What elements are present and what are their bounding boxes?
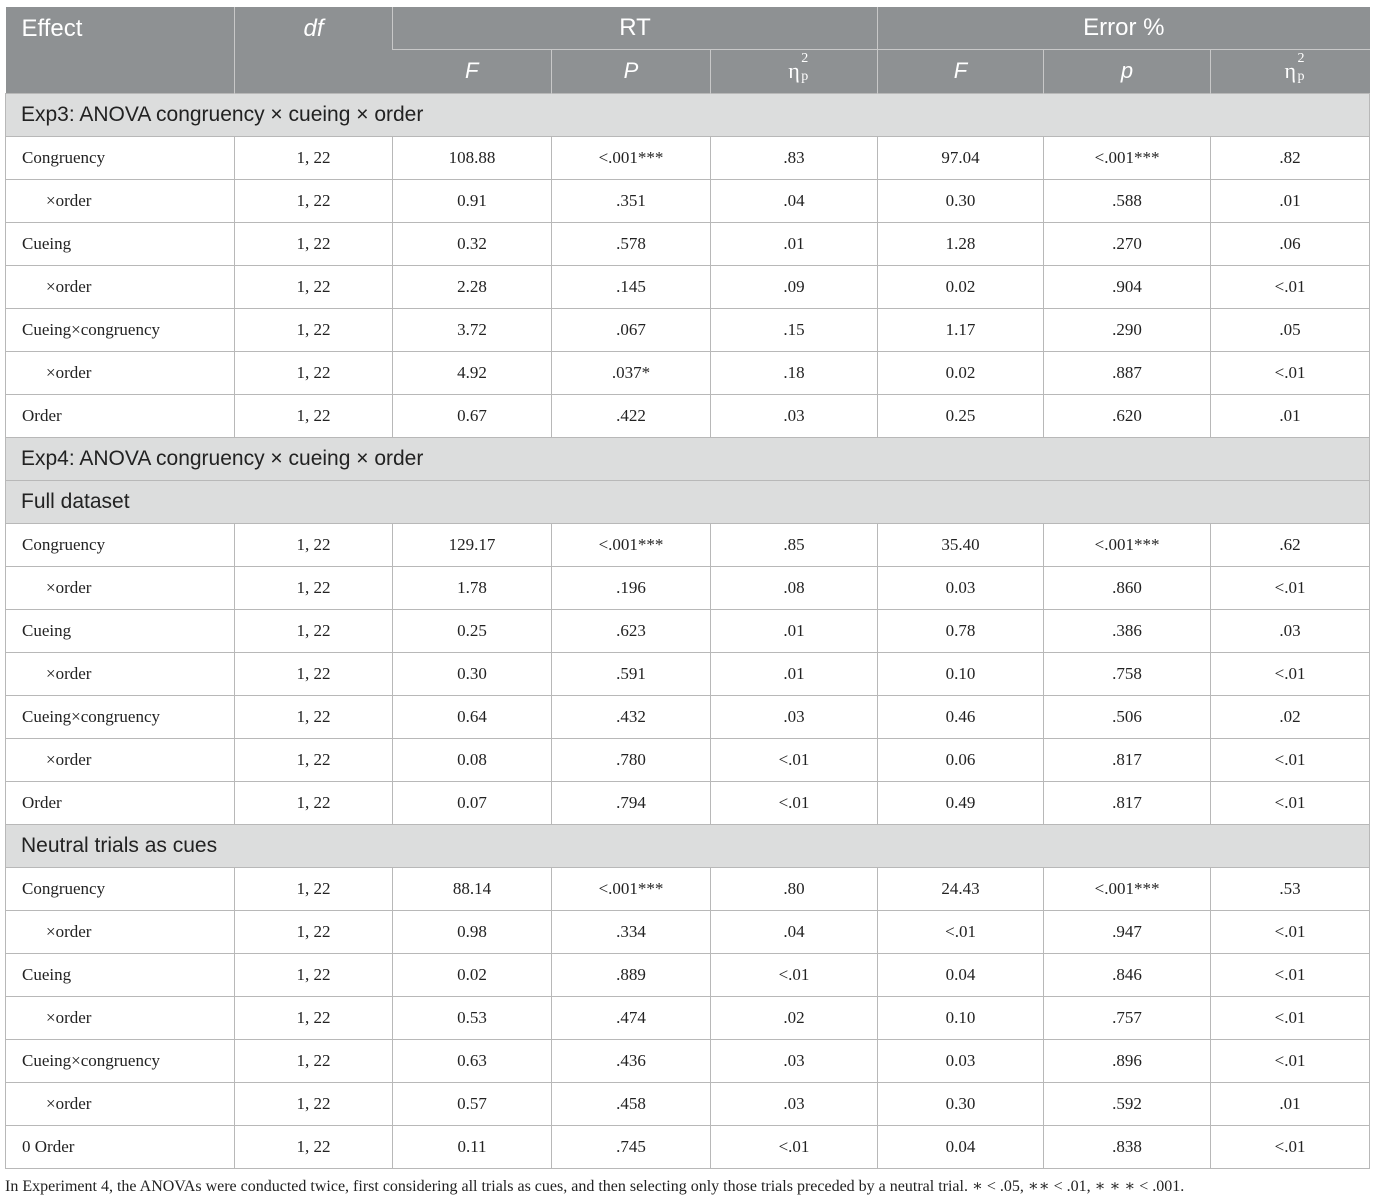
err-f-cell: 0.10 (878, 652, 1044, 695)
err-eta-cell: .06 (1211, 222, 1370, 265)
rt-f-cell: 0.63 (393, 1039, 552, 1082)
rt-p-cell: .474 (552, 996, 711, 1039)
header-rt-f: F (393, 49, 552, 93)
rt-eta-cell: .08 (711, 566, 878, 609)
rt-eta-cell: .02 (711, 996, 878, 1039)
rt-p-cell: .578 (552, 222, 711, 265)
table-row (6, 136, 1370, 179)
rt-p-cell: .432 (552, 695, 711, 738)
table-row (6, 781, 1370, 824)
effect-cell: ×order (6, 996, 235, 1039)
rt-eta-cell: <.01 (711, 738, 878, 781)
err-f-cell: <.01 (878, 910, 1044, 953)
effect-cell: Order (6, 394, 235, 437)
err-eta-cell: <.01 (1211, 996, 1370, 1039)
df-cell: 1, 22 (235, 695, 393, 738)
table-row (6, 1039, 1370, 1082)
rt-p-cell: .889 (552, 953, 711, 996)
rt-eta-cell: .03 (711, 1082, 878, 1125)
err-eta-cell: .02 (1211, 695, 1370, 738)
header-error: Error % (878, 7, 1370, 49)
rt-eta-cell: .09 (711, 265, 878, 308)
rt-p-cell: <.001*** (552, 136, 711, 179)
section-full-dataset (6, 480, 1370, 523)
err-f-cell: 0.46 (878, 695, 1044, 738)
rt-p-cell: .067 (552, 308, 711, 351)
effect-cell: Cueing (6, 222, 235, 265)
err-f-cell: 0.03 (878, 1039, 1044, 1082)
err-eta-cell: <.01 (1211, 781, 1370, 824)
rt-eta-cell: .83 (711, 136, 878, 179)
header-rt-eta (711, 49, 878, 93)
err-p-cell: .846 (1044, 953, 1211, 996)
err-eta-cell: .53 (1211, 867, 1370, 910)
rt-eta-cell: .04 (711, 179, 878, 222)
err-p-cell: .887 (1044, 351, 1211, 394)
rt-f-cell: 0.11 (393, 1125, 552, 1168)
table-row (6, 953, 1370, 996)
rt-eta-cell: <.01 (711, 781, 878, 824)
section-title: Exp3: ANOVA congruency × cueing × order (6, 93, 1370, 136)
effect-cell: Cueing×congruency (6, 695, 235, 738)
err-eta-cell: .03 (1211, 609, 1370, 652)
rt-f-cell: 0.91 (393, 179, 552, 222)
rt-eta-cell: .04 (711, 910, 878, 953)
rt-eta-cell: .01 (711, 609, 878, 652)
err-p-cell: .592 (1044, 1082, 1211, 1125)
df-cell: 1, 22 (235, 1125, 393, 1168)
header-rt: RT (393, 7, 878, 49)
err-eta-cell: .01 (1211, 179, 1370, 222)
header-err-p: p (1044, 49, 1211, 93)
err-f-cell: 0.10 (878, 996, 1044, 1039)
table-row (6, 179, 1370, 222)
rt-f-cell: 0.53 (393, 996, 552, 1039)
rt-p-cell: .436 (552, 1039, 711, 1082)
rt-p-cell: .196 (552, 566, 711, 609)
err-p-cell: <.001*** (1044, 867, 1211, 910)
table-body (6, 93, 1370, 1168)
df-cell: 1, 22 (235, 222, 393, 265)
table-row (6, 523, 1370, 566)
rt-f-cell: 1.78 (393, 566, 552, 609)
rt-f-cell: 88.14 (393, 867, 552, 910)
rt-eta-cell: .15 (711, 308, 878, 351)
err-eta-cell: .62 (1211, 523, 1370, 566)
table-row (6, 652, 1370, 695)
rt-eta-cell: .03 (711, 394, 878, 437)
df-cell: 1, 22 (235, 308, 393, 351)
rt-p-cell: .591 (552, 652, 711, 695)
rt-eta-cell: .01 (711, 222, 878, 265)
rt-p-cell: .145 (552, 265, 711, 308)
table-row (6, 695, 1370, 738)
err-eta-cell: <.01 (1211, 738, 1370, 781)
effect-cell: 0 Order (6, 1125, 235, 1168)
effect-cell: Congruency (6, 867, 235, 910)
err-f-cell: 0.25 (878, 394, 1044, 437)
rt-p-cell: <.001*** (552, 867, 711, 910)
eta-symbol: η 2 p (1284, 51, 1305, 84)
err-p-cell: .817 (1044, 781, 1211, 824)
err-eta-cell: .82 (1211, 136, 1370, 179)
eta-symbol: η 2 p (788, 51, 809, 84)
table-row (6, 566, 1370, 609)
rt-p-cell: .351 (552, 179, 711, 222)
rt-p-cell: .037* (552, 351, 711, 394)
err-f-cell: 0.02 (878, 265, 1044, 308)
rt-p-cell: .780 (552, 738, 711, 781)
rt-eta-cell: .03 (711, 1039, 878, 1082)
rt-p-cell: .794 (552, 781, 711, 824)
err-f-cell: 0.49 (878, 781, 1044, 824)
table-row (6, 996, 1370, 1039)
err-f-cell: 0.04 (878, 953, 1044, 996)
rt-eta-cell: <.01 (711, 1125, 878, 1168)
table-row (6, 265, 1370, 308)
rt-f-cell: 0.25 (393, 609, 552, 652)
effect-cell: ×order (6, 265, 235, 308)
err-p-cell: <.001*** (1044, 523, 1211, 566)
err-p-cell: .506 (1044, 695, 1211, 738)
df-cell: 1, 22 (235, 351, 393, 394)
err-f-cell: 1.17 (878, 308, 1044, 351)
table-row (6, 609, 1370, 652)
header-rt-p: P (552, 49, 711, 93)
rt-f-cell: 0.98 (393, 910, 552, 953)
section-title: Full dataset (6, 480, 1370, 523)
rt-eta-cell: .85 (711, 523, 878, 566)
err-p-cell: .620 (1044, 394, 1211, 437)
rt-f-cell: 0.08 (393, 738, 552, 781)
section-title: Exp4: ANOVA congruency × cueing × order (6, 437, 1370, 480)
table-row (6, 308, 1370, 351)
table-row (6, 394, 1370, 437)
rt-f-cell: 2.28 (393, 265, 552, 308)
err-eta-cell: <.01 (1211, 265, 1370, 308)
header-df: df (235, 7, 393, 93)
rt-eta-cell: .03 (711, 695, 878, 738)
rt-eta-cell: .18 (711, 351, 878, 394)
err-f-cell: 24.43 (878, 867, 1044, 910)
err-p-cell: .947 (1044, 910, 1211, 953)
err-eta-cell: <.01 (1211, 566, 1370, 609)
effect-cell: Cueing×congruency (6, 1039, 235, 1082)
rt-p-cell: .422 (552, 394, 711, 437)
anova-table (5, 7, 1370, 1169)
rt-f-cell: 0.67 (393, 394, 552, 437)
rt-f-cell: 108.88 (393, 136, 552, 179)
df-cell: 1, 22 (235, 910, 393, 953)
rt-eta-cell: .01 (711, 652, 878, 695)
table-row (6, 351, 1370, 394)
err-eta-cell: .05 (1211, 308, 1370, 351)
table-header (6, 7, 1370, 93)
df-cell: 1, 22 (235, 179, 393, 222)
err-p-cell: .588 (1044, 179, 1211, 222)
err-f-cell: 0.78 (878, 609, 1044, 652)
err-f-cell: 0.03 (878, 566, 1044, 609)
effect-cell: Cueing×congruency (6, 308, 235, 351)
effect-cell: ×order (6, 351, 235, 394)
table-row (6, 910, 1370, 953)
rt-p-cell: .623 (552, 609, 711, 652)
effect-cell: ×order (6, 652, 235, 695)
df-cell: 1, 22 (235, 566, 393, 609)
header-row-top (6, 7, 1370, 49)
df-cell: 1, 22 (235, 953, 393, 996)
err-p-cell: .860 (1044, 566, 1211, 609)
df-cell: 1, 22 (235, 136, 393, 179)
effect-cell: Congruency (6, 523, 235, 566)
err-f-cell: 0.30 (878, 1082, 1044, 1125)
err-f-cell: 97.04 (878, 136, 1044, 179)
rt-f-cell: 129.17 (393, 523, 552, 566)
err-p-cell: .270 (1044, 222, 1211, 265)
section-exp4 (6, 437, 1370, 480)
err-eta-cell: .01 (1211, 394, 1370, 437)
err-f-cell: 1.28 (878, 222, 1044, 265)
rt-p-cell: <.001*** (552, 523, 711, 566)
section-title: Neutral trials as cues (6, 824, 1370, 867)
table-footnote: In Experiment 4, the ANOVAs were conducted twice, first considering all trials as cues, and then selecting only those trials preceded by a neutral trial. ∗ < .05, ∗∗ < .01, ∗ ∗ ∗ < .001. (5, 1178, 1185, 1195)
err-p-cell: .817 (1044, 738, 1211, 781)
effect-cell: ×order (6, 738, 235, 781)
err-p-cell: .904 (1044, 265, 1211, 308)
err-p-cell: .758 (1044, 652, 1211, 695)
effect-cell: Cueing (6, 953, 235, 996)
err-eta-cell: <.01 (1211, 652, 1370, 695)
effect-cell: ×order (6, 910, 235, 953)
err-eta-cell: .01 (1211, 1082, 1370, 1125)
err-p-cell: .386 (1044, 609, 1211, 652)
effect-cell: ×order (6, 566, 235, 609)
rt-f-cell: 0.57 (393, 1082, 552, 1125)
err-p-cell: .838 (1044, 1125, 1211, 1168)
table-row (6, 867, 1370, 910)
rt-f-cell: 0.32 (393, 222, 552, 265)
rt-f-cell: 0.30 (393, 652, 552, 695)
err-f-cell: 35.40 (878, 523, 1044, 566)
rt-f-cell: 3.72 (393, 308, 552, 351)
rt-eta-cell: <.01 (711, 953, 878, 996)
err-f-cell: 0.30 (878, 179, 1044, 222)
err-eta-cell: <.01 (1211, 351, 1370, 394)
df-cell: 1, 22 (235, 996, 393, 1039)
rt-p-cell: .745 (552, 1125, 711, 1168)
header-err-eta (1211, 49, 1370, 93)
effect-cell: ×order (6, 1082, 235, 1125)
rt-p-cell: .458 (552, 1082, 711, 1125)
df-cell: 1, 22 (235, 652, 393, 695)
rt-eta-cell: .80 (711, 867, 878, 910)
table-row (6, 738, 1370, 781)
section-neutral-trials (6, 824, 1370, 867)
df-cell: 1, 22 (235, 781, 393, 824)
df-cell: 1, 22 (235, 1039, 393, 1082)
header-err-f: F (878, 49, 1044, 93)
df-cell: 1, 22 (235, 394, 393, 437)
effect-cell: Cueing (6, 609, 235, 652)
rt-p-cell: .334 (552, 910, 711, 953)
df-cell: 1, 22 (235, 523, 393, 566)
err-eta-cell: <.01 (1211, 953, 1370, 996)
err-f-cell: 0.06 (878, 738, 1044, 781)
rt-f-cell: 0.07 (393, 781, 552, 824)
err-p-cell: .290 (1044, 308, 1211, 351)
effect-cell: ×order (6, 179, 235, 222)
rt-f-cell: 4.92 (393, 351, 552, 394)
header-effect: Effect (6, 7, 235, 93)
table-row (6, 1082, 1370, 1125)
df-cell: 1, 22 (235, 265, 393, 308)
df-cell: 1, 22 (235, 1082, 393, 1125)
rt-f-cell: 0.64 (393, 695, 552, 738)
rt-f-cell: 0.02 (393, 953, 552, 996)
df-cell: 1, 22 (235, 867, 393, 910)
err-f-cell: 0.04 (878, 1125, 1044, 1168)
df-cell: 1, 22 (235, 609, 393, 652)
df-cell: 1, 22 (235, 738, 393, 781)
section-exp3 (6, 93, 1370, 136)
err-eta-cell: <.01 (1211, 910, 1370, 953)
effect-cell: Order (6, 781, 235, 824)
err-eta-cell: <.01 (1211, 1125, 1370, 1168)
effect-cell: Congruency (6, 136, 235, 179)
err-eta-cell: <.01 (1211, 1039, 1370, 1082)
table-row (6, 222, 1370, 265)
err-f-cell: 0.02 (878, 351, 1044, 394)
table-row (6, 1125, 1370, 1168)
err-p-cell: .896 (1044, 1039, 1211, 1082)
err-p-cell: .757 (1044, 996, 1211, 1039)
err-p-cell: <.001*** (1044, 136, 1211, 179)
